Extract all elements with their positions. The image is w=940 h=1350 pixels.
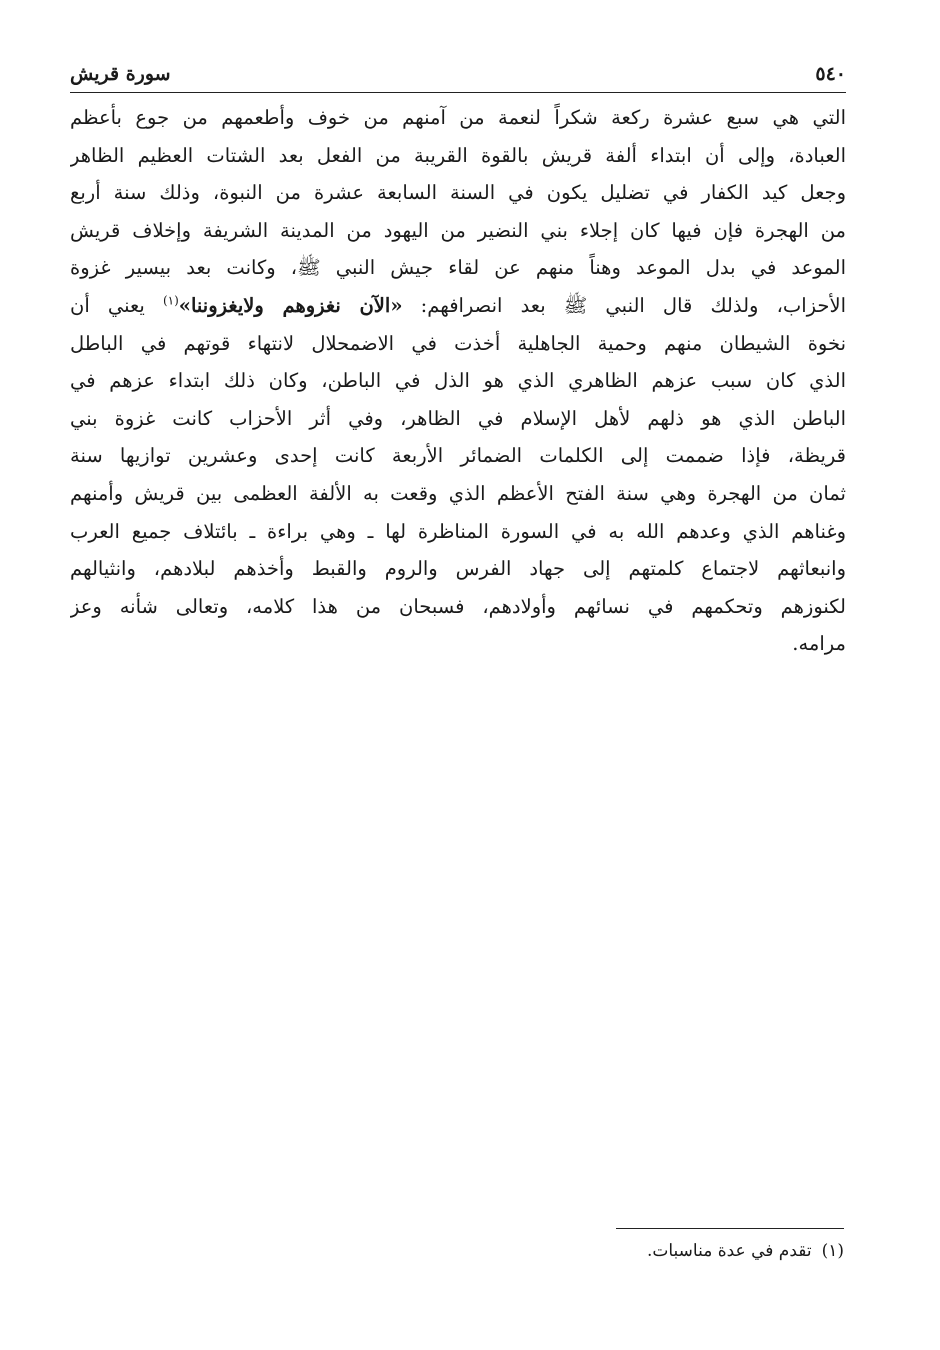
body-paragraph <box>70 99 846 663</box>
text-line: وغناهم الذي وعدهم الله به في السورة المناظرة لها ـ وهي براءة ـ بائتلاف جميع العرب <box>70 519 846 543</box>
text-segment: يعني أن <box>70 293 163 317</box>
surah-title: سورة قريش <box>70 63 171 85</box>
footnote-reference: (١) <box>162 293 179 308</box>
text-line: لكنوزهم وتحكمهم في نسائهم وأولادهم، فسبحان من هذا كلامه، وتعالى شأنه وعز <box>70 594 846 618</box>
footnote-divider <box>616 1228 844 1229</box>
text-line: الذي كان سبب عزهم الظاهري الذي هو الذل في الباطن، وكان ذلك ابتداء عزهم في <box>70 369 846 393</box>
text-line: نخوة الشيطان منهم وحمية الجاهلية أخذت في الاضمحلال لانتهاء قوتهم في الباطل <box>70 331 846 355</box>
text-line-last: مرامه. <box>792 632 846 656</box>
text-line: وجعل كيد الكفار في تضليل يكون في السنة السابعة عشرة من النبوة، وذلك سنة أربع <box>70 181 846 205</box>
text-line: التي هي سبع عشرة ركعة شكراً لنعمة من آمنهم من خوف وأطعمهم من جوع بأعظم <box>70 106 846 129</box>
text-line: ثمان من الهجرة وهي سنة الفتح الأعظم الذي وقعت به الألفة العظمى بين قريش وأمنهم <box>70 481 846 505</box>
text-line: الباطن الذي هو ذلهم لأهل الإسلام في الظاهر، وفي أثر الأحزاب كانت غزوة بني <box>70 406 846 430</box>
text-line: قريظة، فإذا ضممت إلى الكلمات الضمائر الأربعة كانت إحدى وعشرين توازيها سنة <box>70 444 846 468</box>
text-line-with-quote <box>70 287 846 325</box>
text-line: العبادة، وإلى أن ابتداء ألفة قريش بالقوة القريبة من الفعل بعد الشتات العظيم الظاهر <box>70 143 846 167</box>
hadith-quote: «الآن نغزوهم ولايغزوننا» <box>178 293 403 317</box>
text-segment: الأحزاب، ولذلك قال النبي ﷺ بعد انصرافهم: <box>402 293 846 317</box>
running-header <box>70 58 846 90</box>
text-line: وانبعاثهم لاجتماع كلمتهم إلى جهاد الفرس والروم والقبط وأخذهم لبلادهم، وانثيالهم <box>70 557 846 581</box>
header-divider <box>70 92 846 93</box>
footnote <box>70 1236 844 1266</box>
text-line: الموعد في بدل الموعد وهناً منهم عن لقاء جيش النبي ﷺ، وكانت بعد بيسير غزوة <box>70 256 846 280</box>
text-line: من الهجرة فإن فيها كان إجلاء بني النضير من اليهود من المدينة الشريفة وإخلاف قريش <box>70 218 846 242</box>
page-number: ٥٤٠ <box>815 63 846 85</box>
footnote-number: (١) <box>821 1241 844 1261</box>
footnote-text: تقدم في عدة مناسبات. <box>646 1241 812 1261</box>
